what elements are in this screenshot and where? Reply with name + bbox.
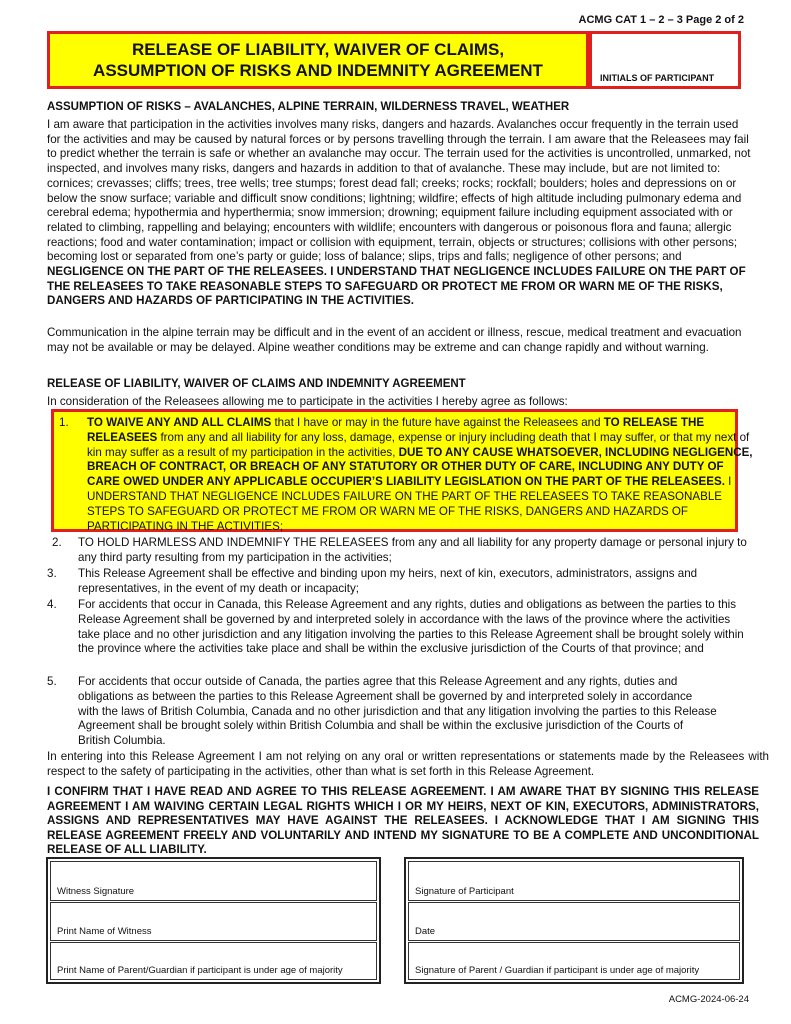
initials-label: INITIALS OF PARTICIPANT — [600, 73, 715, 83]
witness-signature-field[interactable] — [50, 861, 377, 901]
title-line-1: RELEASE OF LIABILITY, WAIVER OF CLAIMS, — [131, 40, 505, 59]
item-5-line-3: with the laws of British Columbia, Canada and no other jurisdiction and that any litigation involving the parties to this Release — [78, 704, 717, 718]
assumption-heading: ASSUMPTION OF RISKS – AVALANCHES, ALPINE TERRAIN, WILDERNESS TRAVEL, WEATHER — [47, 101, 570, 113]
item-2-text: TO HOLD HARMLESS AND INDEMNIFY THE RELEASEES from any and all liability for any property damage or personal injury to any third party resulting from my participation in the activities; — [78, 536, 747, 564]
release-intro: In consideration of the Releasees allowing me to participate in the activities I hereby agree as follows: — [47, 395, 568, 408]
release-heading: RELEASE OF LIABILITY, WAIVER OF CLAIMS AND INDEMNITY AGREEMENT — [47, 378, 466, 390]
title-line-2: ASSUMPTION OF RISKS AND INDEMNITY AGREEMENT — [93, 61, 543, 80]
item-5-number: 5. — [47, 675, 57, 688]
guardian-signature-field[interactable] — [408, 942, 740, 980]
item-4-number: 4. — [47, 598, 57, 611]
signature-table-left — [46, 857, 381, 984]
witness-signature-label: Witness Signature — [57, 886, 135, 897]
item-5-line-1: For accidents that occur outside of Canada, the parties agree that this Release Agreement and any rights, duties and — [78, 675, 678, 688]
signature-table-right — [404, 857, 744, 984]
page-code: ACMG CAT 1 – 2 – 3 Page 2 of 2 — [578, 14, 744, 26]
item-2-number: 2. — [52, 536, 62, 549]
confirmation-paragraph: I CONFIRM THAT I HAVE READ AND AGREE TO THIS RELEASE AGREEMENT. I AM AWARE THAT BY SIGNING THIS RELEASE AGREEMENT I AM WAIVING CERTAIN LEGAL RIGHTS WHICH I OR MY HEIRS, NEXT OF KIN, EXECUTORS, ADMINISTRATORS, ASSIGNS AND REPRESENTATIVES MAY HAVE AGAINST THE RELEASEES. I ACKNOWLEDGE THAT I AM SIGNING THIS RELEASE AGREEMENT FREELY AND VOLUNTARILY AND INTEND MY SIGNATURE TO BE A COMPLETE AND UNCONDITIONAL RELEASE OF ALL LIABILITY. — [47, 785, 759, 856]
communication-paragraph: Communication in the alpine terrain may be difficult and in the event of an accident or illness, rescue, medical treatment and evacuation may not be available or may be delayed. Alpine weather conditions may be extreme and can change rapidly and without warning. — [47, 326, 742, 354]
item-1-text — [87, 416, 755, 534]
witness-name-field[interactable] — [50, 902, 377, 941]
item-1-text-1: that I have or may in the future have against the Releasees and — [271, 416, 604, 429]
participant-signature-field[interactable] — [408, 861, 740, 901]
item-1-bold-3: DUE TO ANY CAUSE WHATSOEVER, INCLUDING NEGLIGENCE, BREACH OF CONTRACT, OR BREACH OF ANY STATUTORY OR OTHER DUTY OF CARE, INCLUDING ANY DUTY OF CARE OWED UNDER ANY APPLICABLE OCCUPIER’S LIABILITY LEGISLATION ON THE PART OF THE RELEASEES. — [87, 445, 753, 489]
guardian-name-label: Print Name of Parent/Guardian if participant is under age of majority — [57, 965, 343, 976]
assumption-bold-text: NEGLIGENCE ON THE PART OF THE RELEASEES. I UNDERSTAND THAT NEGLIGENCE INCLUDES FAILURE ON THE PART OF THE RELEASEES TO TAKE REASONABLE STEPS TO SAFEGUARD OR PROTECT ME FROM OR WARN ME OF THE RISKS, DANGERS AND HAZARDS OF PARTICIPATING IN THE ACTIVITIES. — [47, 265, 746, 308]
item-3-text: This Release Agreement shall be effective and binding upon my heirs, next of kin, executors, administrators, assigns and representatives, in the event of my death or incapacity; — [78, 567, 698, 595]
item-5-text — [78, 675, 762, 749]
date-field[interactable] — [408, 902, 740, 941]
item-1-number: 1. — [59, 416, 69, 429]
item-4-text: For accidents that occur in Canada, this Release Agreement and any rights, duties and obligations as between the parties to this Release Agreement shall be governed by and interpreted solely in accordance with the laws of the province where the activities take place and no other jurisdiction and any litigation involving the parties to this Release Agreement shall be brought solely within the province where the activities take place and shall be within the exclusive jurisdiction of the Courts of that province; and — [78, 598, 744, 656]
item-5-line-2: obligations as between the parties to this Release Agreement shall be governed by and interpreted solely in accordance — [78, 689, 693, 703]
item-1-bold-2: TO RELEASE THE RELEASEES — [87, 416, 705, 444]
date-label: Date — [415, 926, 436, 937]
document-code: ACMG-2024-06-24 — [668, 994, 749, 1005]
guardian-name-field[interactable] — [50, 942, 377, 980]
item-5-line-4: Agreement shall be brought solely within British Columbia and shall be within the exclusive jurisdiction of the Courts of — [78, 719, 684, 733]
participant-signature-label: Signature of Participant — [415, 886, 514, 897]
assumption-text: I am aware that participation in the activities involves many risks, dangers and hazards. Avalanches occur frequently in the terrain used for the activities and may be caused by natural forces or by persons travelling through the terrain. I am aware that the Releasees may fail to predict whether the terrain is safe or whether an avalanche may occur. The terrain used for the activities is uncontrolled, unmarked, not inspected, and involves many risks, dangers and hazards in addition to that of avalanche. These may include, but are not limited to: cornices; crevasses; cliffs; trees, tree wells; tree stumps; forest dead fall; creeks; rocks; rockfall; boulders; holes and depressions on or below the snow surface; variable and difficult snow conditions; lightning; wildfire; effects of high altitude including pulmonary edema and cerebral edema; hypothermia and hyperthermia; snow immersion; drowning; equipment failure including equipment associated with or related to climbing, rappelling and belaying; encounters with wildlife; encounters with dangerous or poisonous flora and fauna; allergic reactions; food and water contamination; impact or collision with equipment, terrain, objects or structures; collisions with other persons; becoming lost or separated from one’s party or guide; loss of balance; slips, trips and falls; negligence of other persons; and — [47, 118, 751, 264]
item-1-bold-1: TO WAIVE ANY AND ALL CLAIMS — [87, 416, 272, 429]
item-3-number: 3. — [47, 567, 57, 580]
guardian-signature-label: Signature of Parent / Guardian if participant is under age of majority — [415, 965, 700, 976]
item-1-text-3: I UNDERSTAND THAT NEGLIGENCE INCLUDES FAILURE ON THE PART OF THE RELEASEES TO TAKE REASONABLE STEPS TO SAFEGUARD OR PROTECT ME FROM OR WARN ME OF THE RISKS, DANGERS AND HAZARDS OF PARTICIPATING IN THE ACTIVITIES; — [87, 475, 732, 533]
item-5-line-5: British Columbia. — [78, 734, 166, 748]
item-1-text-2: from any and all liability for any loss, damage, expense or injury including death that I may suffer, or that my next of kin may suffer as a result of my participation in the activities, — [87, 430, 750, 459]
witness-name-label: Print Name of Witness — [57, 926, 152, 937]
page-title — [47, 31, 589, 89]
assumption-body — [47, 118, 755, 309]
reliance-paragraph: In entering into this Release Agreement I am not relying on any oral or written representations or statements made by the Releasees with respect to the safety of participating in the activities, other than what is set forth in this Release Agreement. — [47, 750, 769, 778]
initials-box[interactable] — [589, 31, 741, 89]
